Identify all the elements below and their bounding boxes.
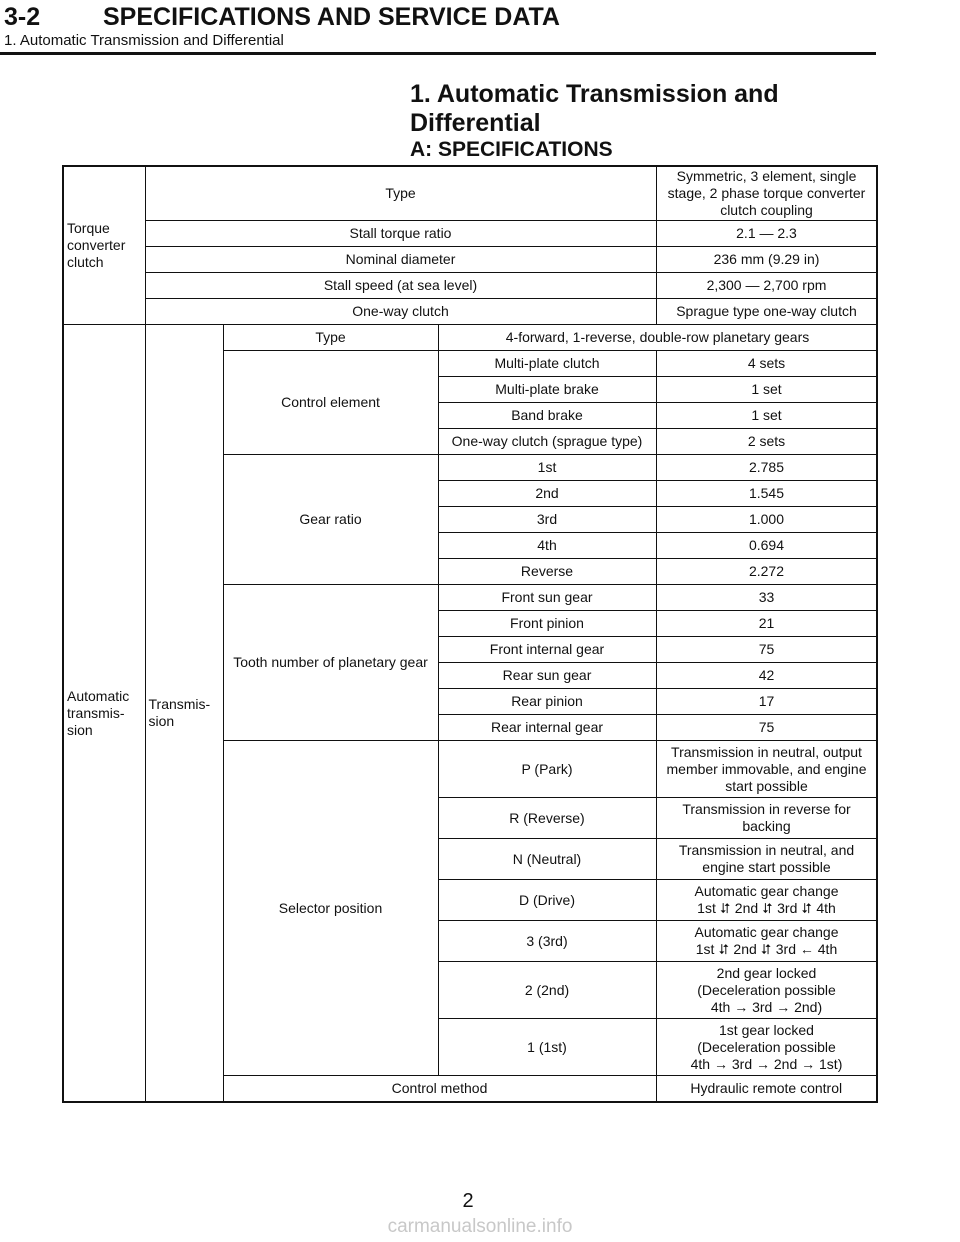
table-cell-value — [656, 1019, 877, 1076]
value-line: (Deceleration possible — [697, 981, 836, 998]
table-cell-value — [656, 741, 877, 798]
table-cell-value: Hydraulic remote control — [656, 1076, 877, 1103]
value-line: 2nd gear locked — [716, 964, 817, 981]
header-rule — [0, 52, 876, 55]
table-cell-item: Rear pinion — [438, 689, 656, 715]
value-line: 4th → 3rd → 2nd) — [710, 998, 823, 1015]
table-row — [63, 273, 877, 299]
table-cell-value: 1 set — [656, 403, 877, 429]
table-cell-item: Multi-plate clutch — [438, 351, 656, 377]
table-cell-item: N (Neutral) — [438, 839, 656, 880]
table-cell-item: Type — [223, 325, 438, 351]
table-cell-item: Control method — [223, 1076, 656, 1103]
tooth-number-label: Tooth number of planetary gear — [223, 585, 438, 741]
section-title-line1: 1. Automatic Transmission and — [410, 80, 779, 108]
value-line: (Deceleration possible — [697, 1038, 836, 1055]
table-cell-item: 3 (3rd) — [438, 921, 656, 962]
page-number: 2 — [462, 1190, 474, 1212]
value-line: Transmission in neutral, and — [678, 842, 855, 858]
table-cell-value: 4-forward, 1-reverse, double-row planetary gears — [438, 325, 877, 351]
table-row — [63, 247, 877, 273]
table-cell-value — [656, 962, 877, 1019]
table-cell-item: 2nd — [438, 481, 656, 507]
table-cell-item: 1st — [438, 455, 656, 481]
table-cell-item: Type — [145, 166, 656, 221]
table-cell-item: 3rd — [438, 507, 656, 533]
table-cell-value: 21 — [656, 611, 877, 637]
table-cell-item: Nominal diameter — [145, 247, 656, 273]
table-cell-item: Band brake — [438, 403, 656, 429]
table-cell-value: 75 — [656, 715, 877, 741]
torque-converter-label: Torque converter clutch — [63, 166, 145, 325]
table-cell-item: D (Drive) — [438, 880, 656, 921]
table-cell-value: 0.694 — [656, 533, 877, 559]
table-cell-item: Stall speed (at sea level) — [145, 273, 656, 299]
header-title: SPECIFICATIONS AND SERVICE DATA — [103, 3, 560, 31]
value-line: member immovable, and engine — [666, 760, 867, 777]
table-cell-item: One-way clutch (sprague type) — [438, 429, 656, 455]
table-cell-value — [656, 880, 877, 921]
table-cell-item: R (Reverse) — [438, 798, 656, 839]
table-cell-item: P (Park) — [438, 741, 656, 798]
table-cell-item: Rear sun gear — [438, 663, 656, 689]
table-cell-value: 33 — [656, 585, 877, 611]
specifications-heading: A: SPECIFICATIONS — [410, 138, 613, 161]
value-line: Automatic gear change — [694, 883, 839, 899]
table-cell-value: 75 — [656, 637, 877, 663]
table-cell-value: 1.545 — [656, 481, 877, 507]
value-line: 1st gear locked — [719, 1021, 814, 1038]
table-cell-value: 2 sets — [656, 429, 877, 455]
section-title-line2: Differential — [410, 109, 541, 137]
value-line: Transmission in reverse for — [682, 801, 851, 817]
watermark: carmanualsonline.info — [387, 1216, 573, 1237]
table-cell-item: Multi-plate brake — [438, 377, 656, 403]
automatic-transmission-label: Automatic transmis- sion — [63, 325, 145, 1103]
table-cell-value: 1 set — [656, 377, 877, 403]
section-title — [410, 80, 779, 138]
table-cell-item: Front sun gear — [438, 585, 656, 611]
table-cell-item: 2 (2nd) — [438, 962, 656, 1019]
table-cell-value: 1.000 — [656, 507, 877, 533]
table-row — [63, 325, 877, 351]
table-row — [63, 299, 877, 325]
table-cell-value: 2,300 — 2,700 rpm — [656, 273, 877, 299]
table-cell-item: 1 (1st) — [438, 1019, 656, 1076]
section-number: 3-2 — [4, 3, 41, 31]
value-line: backing — [742, 818, 791, 834]
table-cell-value — [656, 798, 877, 839]
table-cell-value: 4 sets — [656, 351, 877, 377]
table-cell-item: Front pinion — [438, 611, 656, 637]
value-line: engine start possible — [702, 859, 831, 875]
value-line: Transmission in neutral, output — [671, 743, 862, 760]
gear-ratio-label: Gear ratio — [223, 455, 438, 585]
table-cell-value: 2.1 — 2.3 — [656, 221, 877, 247]
table-row — [63, 166, 877, 221]
value-line: Automatic gear change — [694, 924, 839, 940]
table-cell-item: Reverse — [438, 559, 656, 585]
table-cell-value: Sprague type one-way clutch — [656, 299, 877, 325]
transmission-label: Transmis- sion — [145, 325, 223, 1103]
value-line: 1st ⮃ 2nd ⮃ 3rd ⮃ 4th — [697, 900, 836, 916]
table-cell-value — [656, 839, 877, 880]
value-line: start possible — [725, 777, 808, 794]
table-cell-value: 2.272 — [656, 559, 877, 585]
table-cell-value: 236 mm (9.29 in) — [656, 247, 877, 273]
value-line: 1st ⮃ 2nd ⮃ 3rd ← 4th — [695, 941, 838, 957]
header-subtitle: 1. Automatic Transmission and Differential — [4, 32, 284, 49]
table-cell-item: 4th — [438, 533, 656, 559]
table-cell-value: 42 — [656, 663, 877, 689]
table-row — [63, 221, 877, 247]
selector-position-label: Selector position — [223, 741, 438, 1076]
table-cell-value: Symmetric, 3 element, single stage, 2 phase torque converter clutch coupling — [656, 166, 877, 221]
table-cell-item: Rear internal gear — [438, 715, 656, 741]
table-cell-value: 17 — [656, 689, 877, 715]
table-cell-item: Front internal gear — [438, 637, 656, 663]
specifications-table — [62, 165, 878, 1103]
table-cell-value — [656, 921, 877, 962]
value-line: 4th → 3rd → 2nd → 1st) — [690, 1055, 843, 1072]
table-cell-value: 2.785 — [656, 455, 877, 481]
control-element-label: Control element — [223, 351, 438, 455]
table-cell-item: One-way clutch — [145, 299, 656, 325]
table-cell-item: Stall torque ratio — [145, 221, 656, 247]
